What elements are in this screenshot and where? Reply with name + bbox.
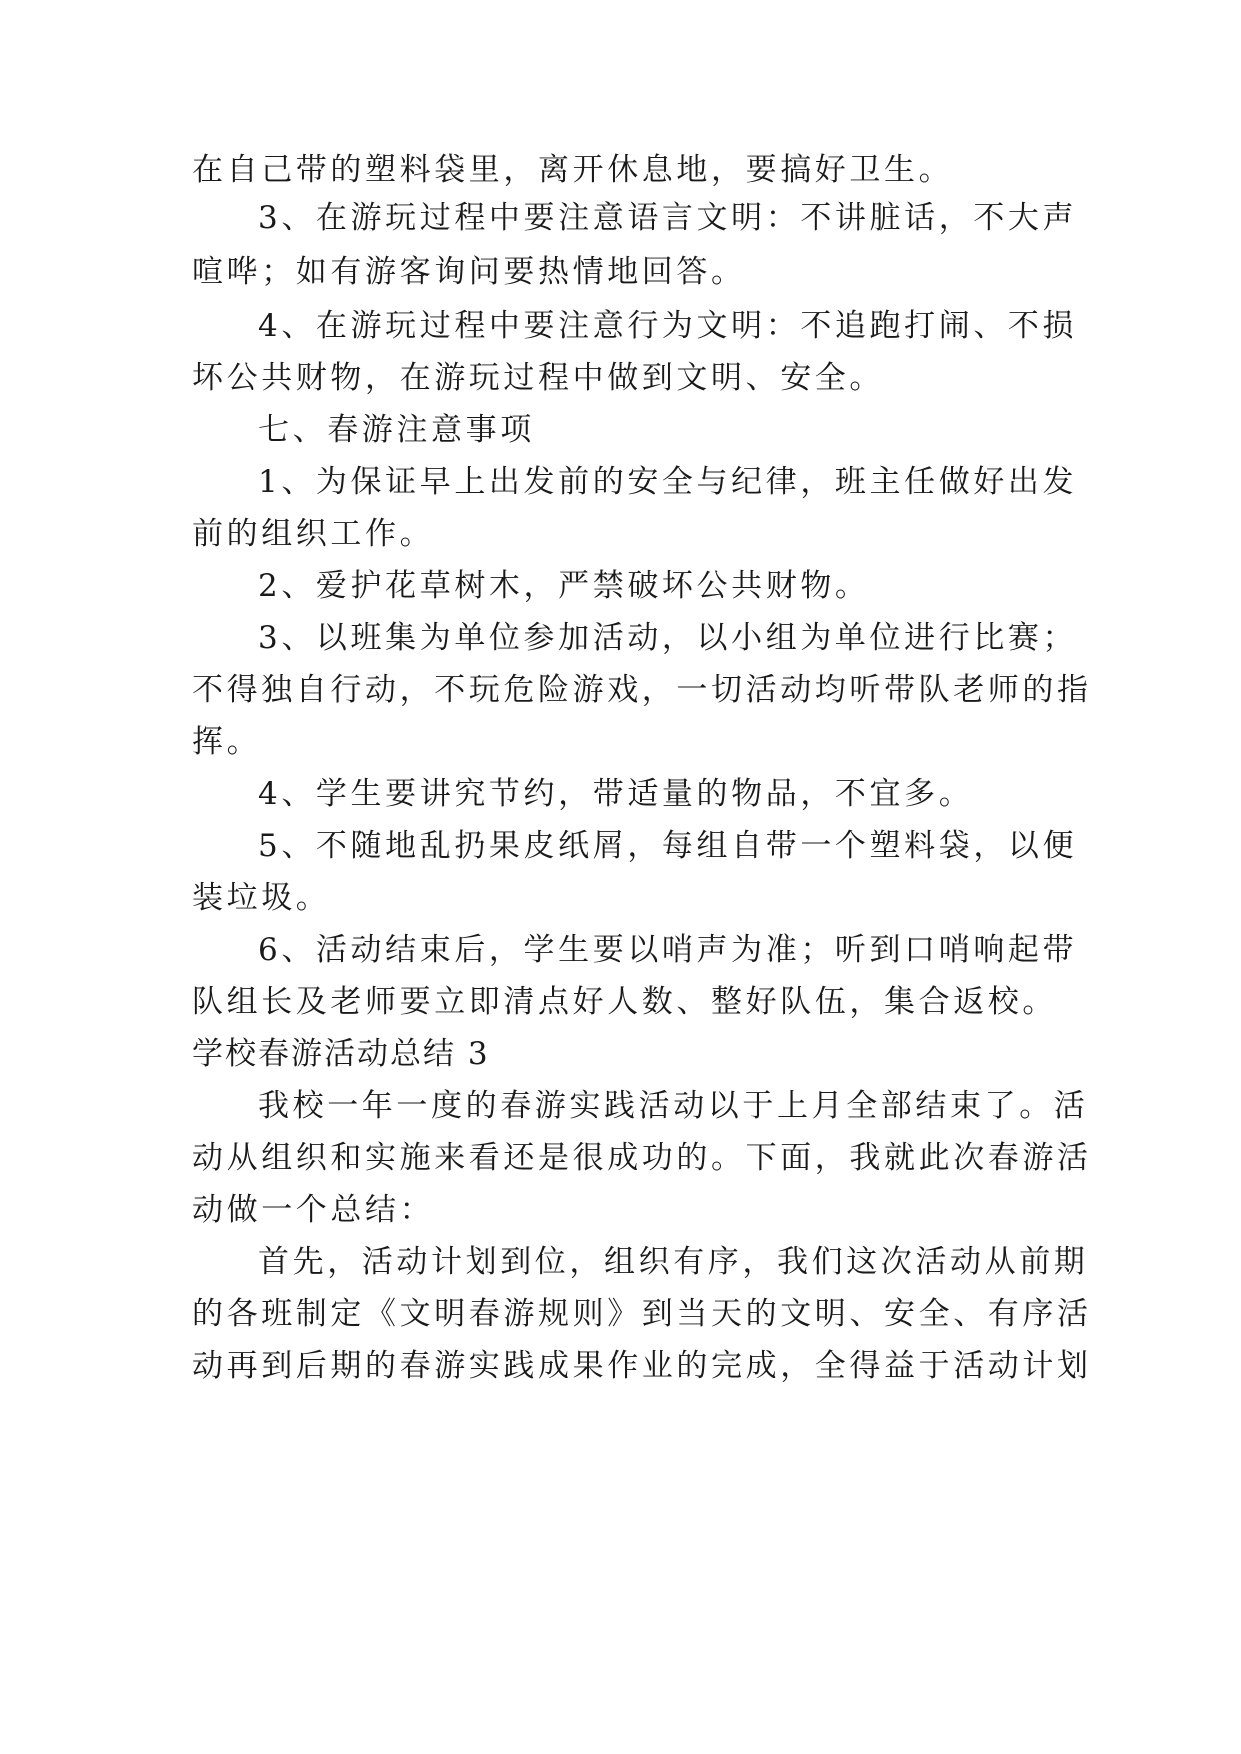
section-heading: 七、春游注意事项: [258, 412, 535, 448]
paragraph-line: 4、学生要讲究节约，带适量的物品，不宜多。: [258, 776, 974, 812]
paragraph-line: 动做一个总结：: [192, 1192, 435, 1228]
paragraph-line: 前的组织工作。: [192, 516, 435, 552]
paragraph-line: 挥。: [192, 724, 262, 760]
paragraph-line: 我校一年一度的春游实践活动以于上月全部结束了。活: [258, 1088, 1089, 1124]
paragraph-line: 不得独自行动，不玩危险游戏，一切活动均听带队老师的指: [192, 672, 1092, 708]
paragraph-line: 3、以班集为单位参加活动，以小组为单位进行比赛；: [258, 620, 1078, 656]
paragraph-line: 6、活动结束后，学生要以哨声为准；听到口哨响起带: [258, 932, 1078, 968]
paragraph-line: 4、在游玩过程中要注意行为文明：不追跑打闹、不损: [258, 308, 1078, 344]
paragraph-line: 坏公共财物，在游玩过程中做到文明、安全。: [192, 360, 884, 396]
paragraph-line: 首先，活动计划到位，组织有序，我们这次活动从前期: [258, 1244, 1089, 1280]
paragraph-line: 的各班制定《文明春游规则》到当天的文明、安全、有序活: [192, 1296, 1092, 1332]
paragraph-line: 队组长及老师要立即清点好人数、整好队伍，集合返校。: [192, 984, 1057, 1020]
paragraph-line: 动再到后期的春游实践成果作业的完成，全得益于活动计划: [192, 1348, 1092, 1384]
paragraph-line: 3、在游玩过程中要注意语言文明：不讲脏话，不大声: [258, 200, 1078, 236]
paragraph-line: 1、为保证早上出发前的安全与纪律，班主任做好出发: [258, 464, 1078, 500]
paragraph-line: 装垃圾。: [192, 880, 331, 916]
paragraph-line: 喧哗；如有游客询问要热情地回答。: [192, 254, 746, 290]
paragraph-line: 5、不随地乱扔果皮纸屑，每组自带一个塑料袋，以便: [258, 828, 1078, 864]
document-heading: 学校春游活动总结 3: [192, 1036, 490, 1072]
paragraph-line: 在自己带的塑料袋里，离开休息地，要搞好卫生。: [192, 152, 954, 188]
paragraph-line: 2、爱护花草树木，严禁破坏公共财物。: [258, 568, 870, 604]
paragraph-line: 动从组织和实施来看还是很成功的。下面，我就此次春游活: [192, 1140, 1092, 1176]
